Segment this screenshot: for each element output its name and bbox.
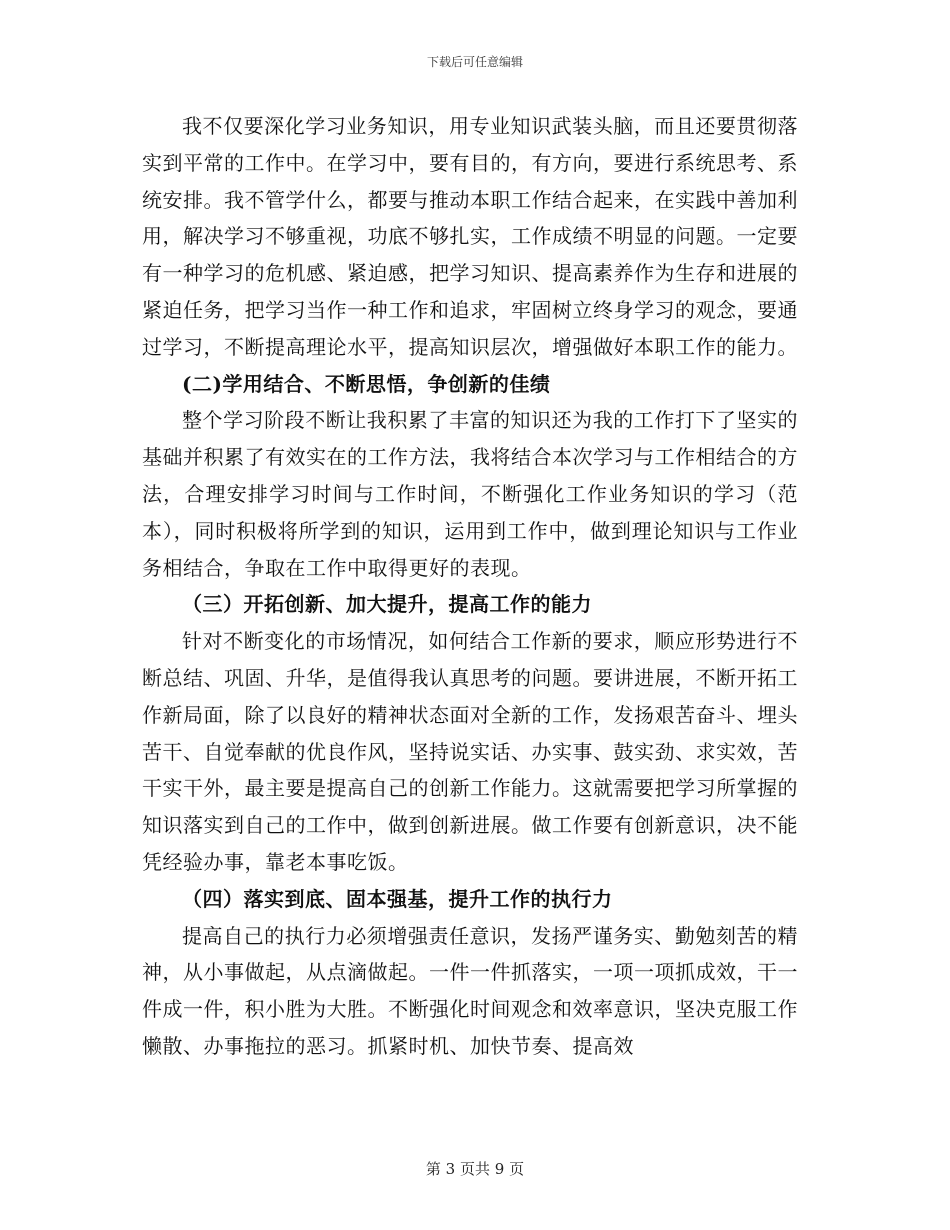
page-header: 下载后可任意编辑 — [426, 55, 523, 69]
paragraph-innovation: 针对不断变化的市场情况，如何结合工作新的要求，顺应形势进行不断总结、巩固、升华，是值得我认真思考的问题。要讲进展，不断开拓工作新局面，除了以良好的精神状态面对全新的工作，发扬艰苦奋斗、埋头苦干、自觉奉献的优良作风，坚持说实话、办实事、鼓实劲、求实效，苦干实干外，最主要是提高自己的创新工作能力。这就需要把学习所掌握的知识落实到自己的工作中，做到创新进展。做工作要有创新意识，决不能凭经验办事，靠老本事吃饭。 — [142, 629, 798, 874]
heading-section-2: (二)学用结合、不断思悟，争创新的佳绩 — [182, 371, 551, 396]
page-footer-page-number: 第 3 页共 9 页 — [425, 1160, 525, 1178]
heading-section-4: （四）落实到底、固本强基，提升工作的执行力 — [182, 886, 613, 911]
heading-section-3: （三）开拓创新、加大提升，提高工作的能力 — [182, 592, 592, 617]
document-body — [142, 108, 798, 1065]
paragraph-execution: 提高自己的执行力必须增强责任意识，发扬严谨务实、勤勉刻苦的精神，从小事做起，从点滴做起。一件一件抓落实，一项一项抓成效，干一件成一件，积小胜为大胜。不断强化时间观念和效率意识，坚决克服工作懒散、办事拖拉的恶习。抓紧时机、加快节奏、提高效 — [142, 923, 798, 1058]
paragraph-study-deepening: 我不仅要深化学习业务知识，用专业知识武装头脑，而且还要贯彻落实到平常的工作中。在学习中，要有目的，有方向，要进行系统思考、系统安排。我不管学什么，都要与推动本职工作结合起来，在实践中善加利用，解决学习不够重视，功底不够扎实，工作成绩不明显的问题。一定要有一种学习的危机感、紧迫感，把学习知识、提高素养作为生存和进展的紧迫任务，把学习当作一种工作和追求，牢固树立终身学习的观念，要通过学习，不断提高理论水平，提高知识层次，增强做好本职工作的能力。 — [142, 114, 798, 359]
paragraph-learning-application: 整个学习阶段不断让我积累了丰富的知识还为我的工作打下了坚实的基础并积累了有效实在的工作方法，我将结合本次学习与工作相结合的方法，合理安排学习时间与工作时间，不断强化工作业务知识的学习（范本），同时积极将所学到的知识，运用到工作中，做到理论知识与工作业务相结合，争取在工作中取得更好的表现。 — [142, 408, 798, 580]
